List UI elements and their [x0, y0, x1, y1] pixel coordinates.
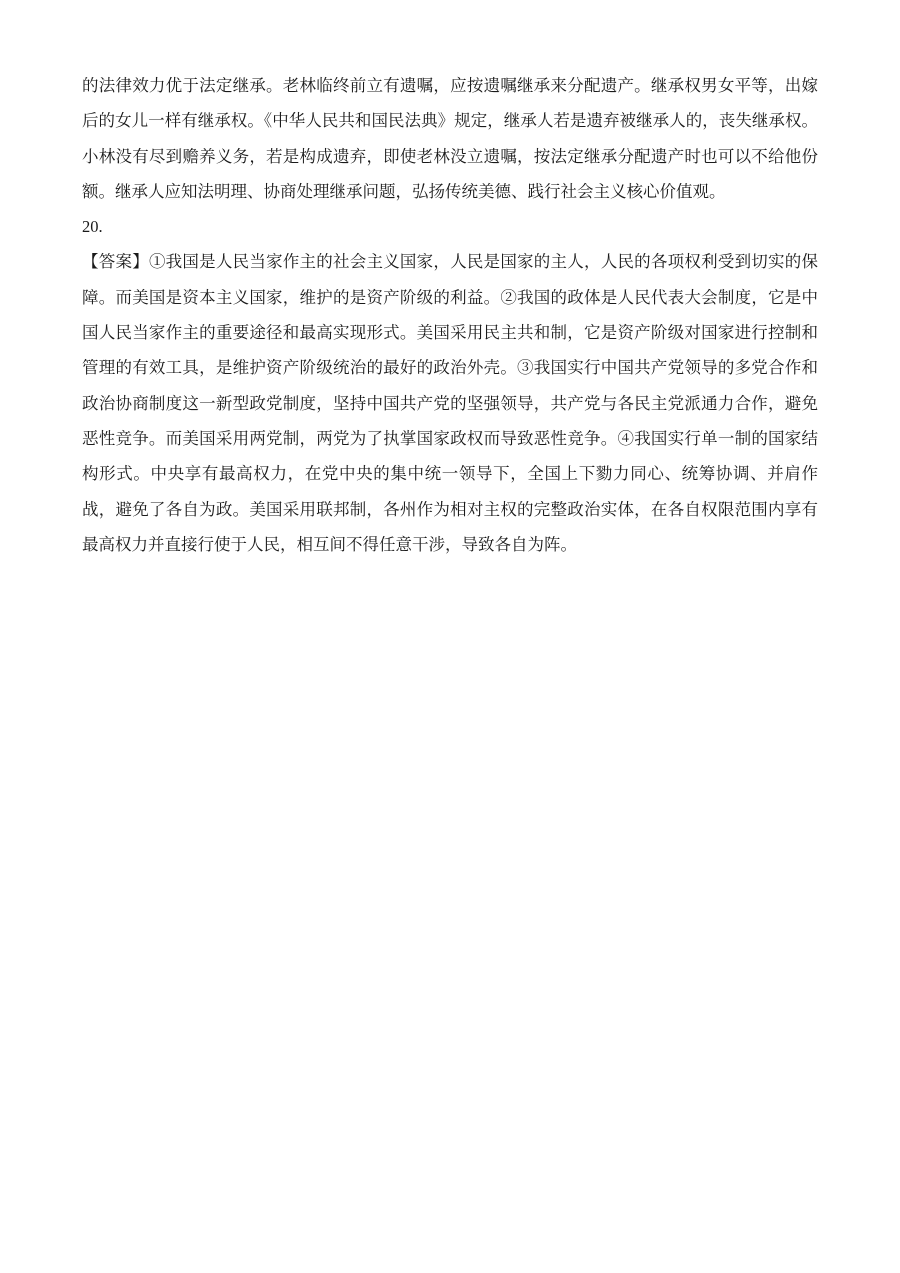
answer-point-3: ③我国实行中国共产党领导的多党合作和政治协商制度这一新型政党制度，坚持中国共产党的坚强领导，共产党与各民主党派通力合作，避免恶性竞争。而美国采用两党制，两党为了执掌国家政权而导致恶性竞争。 — [82, 358, 819, 448]
answer-point-4: ④我国实行单一制的国家结构形式。中央享有最高权力，在党中央的集中统一领导下，全国上下勠力同心、统筹协调、并肩作战，避免了各自为政。美国采用联邦制，各州作为相对主权的完整政治实体，在各自权限范围内享有最高权力并直接行使于人民，相互间不得任意干涉，导致各自为阵。 — [82, 428, 819, 554]
answer-point-1: ①我国是人民当家作主的社会主义国家，人民是国家的主人，人民的各项权利受到切实的保障。而美国是资本主义国家，维护的是资产阶级的利益。 — [82, 252, 819, 307]
answer-label: 【答案】 — [82, 252, 149, 272]
continuation-paragraph: 的法律效力优于法定继承。老林临终前立有遗嘱，应按遗嘱继承来分配遗产。继承权男女平等，出嫁后的女儿一样有继承权。《中华人民共和国民法典》规定，继承人若是遗弃被继承人的，丧失继承权。小林没有尽到赡养义务，若是构成遗弃，即使老林没立遗嘱，按法定继承分配遗产时也可以不给他份额。继承人应知法明理、协商处理继承问题，弘扬传统美德、践行社会主义核心价值观。 — [82, 76, 818, 201]
question-number: 20. — [82, 217, 103, 237]
answer-paragraph — [82, 244, 818, 562]
answer-point-2: ②我国的政体是人民代表大会制度，它是中国人民当家作主的重要途径和最高实现形式。美国采用民主共和制，它是资产阶级对国家进行控制和管理的有效工具，是维护资产阶级统治的最好的政治外壳。 — [82, 287, 819, 378]
